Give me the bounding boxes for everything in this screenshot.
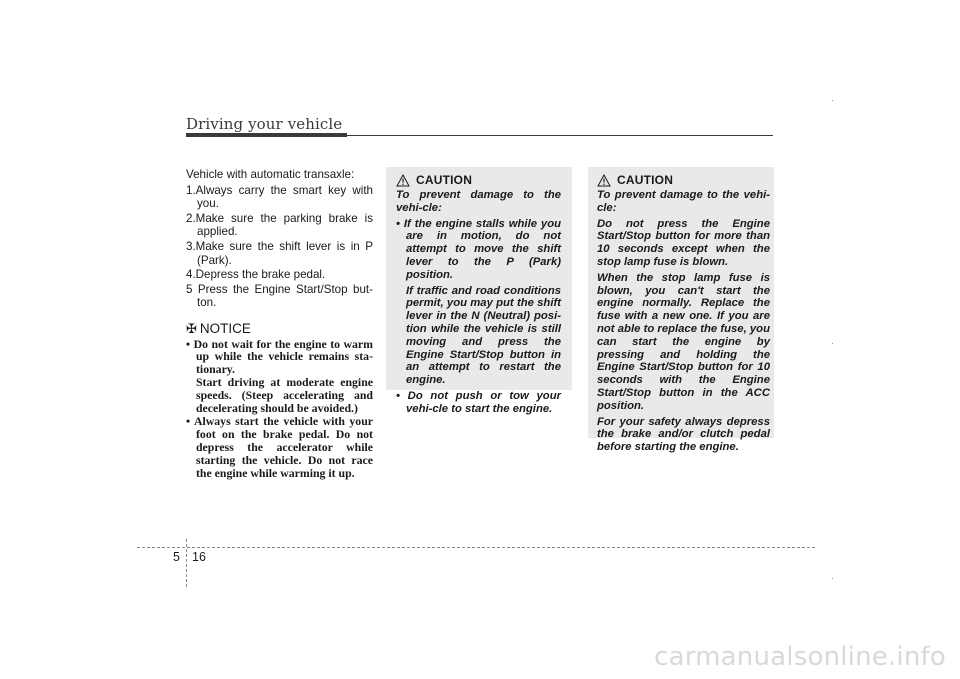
caution-paragraph: When the stop lamp fuse is blown, you can't start the engine normally. Replace the fuse with a new one. If you are not able to replace the fuse, you can start the engine by pressing and holding the Engine Start/Stop button for 10 seconds with the Engine Start/Stop button in the ACC position. <box>597 271 770 412</box>
caution-paragraph: For your safety always depress the brake and/or clutch pedal before starting the engine. <box>597 415 770 454</box>
caution-title: CAUTION <box>416 173 473 187</box>
step-item: 2.Make sure the parking brake is applied. <box>186 211 373 239</box>
crop-mark <box>832 578 833 579</box>
watermark-text: carmanualsonline.info <box>654 642 946 672</box>
caution-item: • Do not push or tow your vehi-cle to start the engine. <box>396 389 561 415</box>
step-item: 5 Press the Engine Start/Stop but-ton. <box>186 282 373 310</box>
caution-heading <box>597 173 770 187</box>
warning-triangle-icon <box>396 174 410 187</box>
caution-box-fuse <box>588 167 774 454</box>
caution-list <box>396 218 561 416</box>
header-rule <box>347 135 773 136</box>
caution-body <box>597 189 770 454</box>
caution-body <box>396 189 561 416</box>
caution-item-extra: If traffic and road conditions permit, you may put the shift lever in the N (Neutral) posi-tion while the vehicle is still moving and press the Engine Start/Stop button in an attempt to restart the engine. <box>406 284 561 387</box>
start-steps-list <box>186 184 373 310</box>
notice-item-continuation: Start driving at moderate engine speeds. (Steep accelerating and decelerating should be avoided.) <box>196 374 373 415</box>
footer-divider <box>186 539 187 587</box>
notice-item-text: Do not wait for the engine to warm up while the vehicle remains sta-tionary. <box>193 336 373 377</box>
page-header-title: Driving your vehicle <box>186 115 343 133</box>
intro-text: Vehicle with automatic transaxle: <box>186 168 355 181</box>
step-item: 3.Make sure the shift lever is in P (Park). <box>186 239 373 267</box>
caution-intro: To prevent damage to the vehi-cle: <box>396 189 561 214</box>
notice-item: • Do not wait for the engine to warm up while the vehicle remains sta-tionary. Start driving at moderate engine speeds. (Steep accelerating and decelerating should be avoided.) <box>186 336 373 415</box>
step-item: 1.Always carry the smart key with you. <box>186 183 373 211</box>
notice-heading <box>186 322 373 336</box>
notice-item-text: Always start the vehicle with your foot on the brake pedal. Do not depress the accelerator while starting the vehicle. Do not race the engine while warming it up. <box>193 414 373 480</box>
caution-item: • If the engine stalls while you are in motion, do not attempt to move the shift lever to the P (Park) position. If traffic and road conditions permit, you may put the shift lever in the N (Neutral) posi-tion while the vehicle is still moving and press the Engine Start/Stop button in an attempt to restart the engine. <box>396 217 562 387</box>
caution-title: CAUTION <box>617 173 674 187</box>
cross-star-icon: ✠ <box>186 321 197 337</box>
page-number: 16 <box>192 550 206 564</box>
notice-item: • Always start the vehicle with your foot on the brake pedal. Do not depress the accelerator while starting the vehicle. Do not race the engine while warming it up. <box>186 414 373 480</box>
section-number: 5 <box>173 550 180 564</box>
crop-mark <box>832 343 833 344</box>
caution-item-text: Do not push or tow your vehi-cle to start the engine. <box>406 389 561 415</box>
left-column <box>186 168 373 480</box>
warning-triangle-icon <box>597 174 611 187</box>
notice-list <box>186 338 373 480</box>
footer-rule <box>137 547 815 548</box>
step-item: 4.Depress the brake pedal. <box>186 268 326 282</box>
caution-heading <box>396 173 561 187</box>
caution-item-text: If the engine stalls while you are in motion, do not attempt to move the shift lever to the P (Park) position. <box>403 217 562 281</box>
header-accent-bar <box>186 133 347 137</box>
caution-paragraph: Do not press the Engine Start/Stop button for more than 10 seconds except when the stop lamp fuse is blown. <box>597 217 770 268</box>
crop-mark <box>832 100 833 101</box>
caution-paragraph: To prevent damage to the vehi-cle: <box>597 189 770 214</box>
caution-box-stall <box>386 167 572 415</box>
notice-title: NOTICE <box>199 320 251 336</box>
